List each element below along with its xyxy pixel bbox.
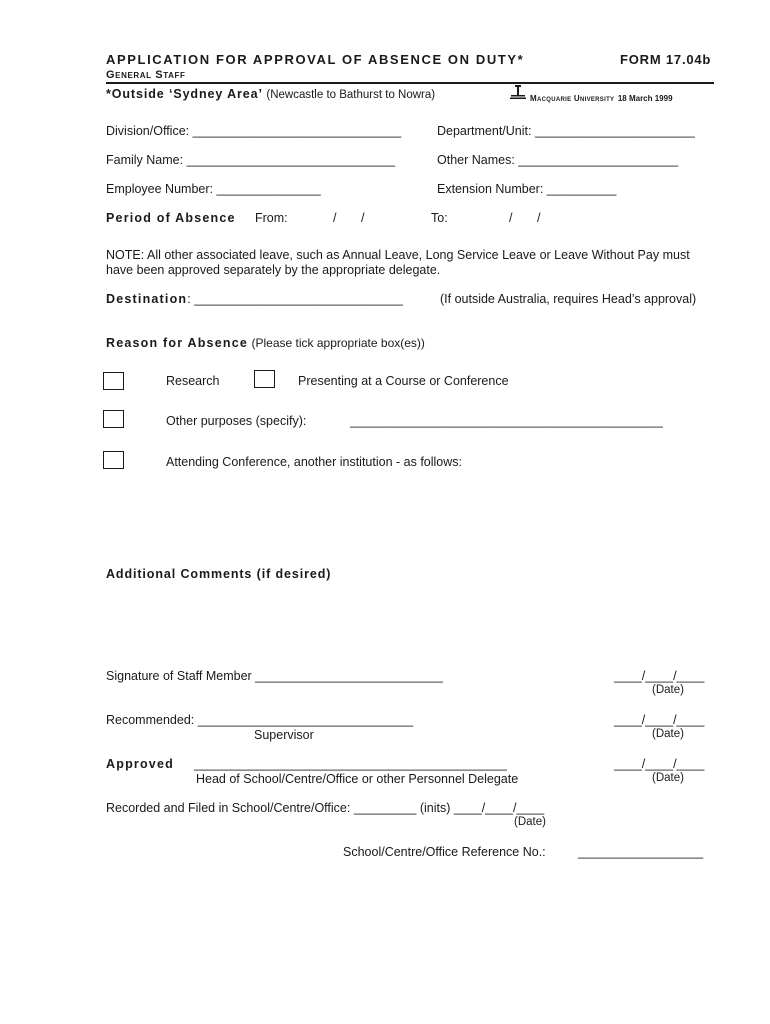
period-to-slash-2: / [537,211,541,225]
destination-row [106,292,403,306]
other-names-field[interactable]: Other Names: _______________________ [437,153,679,167]
recommended-date-field[interactable]: ____/____/____ [614,713,705,727]
period-from-slash-2: / [361,211,365,225]
recorded-filed-field[interactable]: Recorded and Filed in School/Centre/Office: _________ (inits) ____/____/____ [106,801,545,815]
period-to-slash-1: / [509,211,513,225]
reason-note: (Please tick appropriate box(es)) [251,336,425,350]
outside-area-line [106,87,435,101]
recommended-field[interactable]: Recommended: _______________________________ [106,713,414,727]
approved-label: Approved [106,757,174,771]
form-subtitle: General Staff [106,69,186,81]
destination-label: Destination [106,292,188,306]
comments-label: Additional Comments (if desired) [106,567,332,581]
university-line [530,90,673,104]
supervisor-label: Supervisor [254,728,314,742]
form-date: 18 March 1999 [617,94,673,103]
staff-date-field[interactable]: ____/____/____ [614,669,705,683]
presenting-label: Presenting at a Course or Conference [298,374,509,388]
approved-date-field[interactable]: ____/____/____ [614,757,705,771]
other-purposes-field[interactable]: _____________________________________________ [350,414,663,428]
reference-label: School/Centre/Office Reference No.: [343,845,546,859]
university-name: Macquarie University [530,94,615,103]
reason-heading [106,336,425,350]
period-label: Period of Absence [106,211,236,225]
research-checkbox[interactable] [103,372,124,390]
recommended-date-label: (Date) [652,728,684,740]
approved-field[interactable]: _____________________________________________ [194,757,507,771]
research-label: Research [166,374,220,388]
staff-date-label: (Date) [652,684,684,696]
destination-field[interactable]: : ______________________________ [187,292,403,306]
department-field[interactable]: Department/Unit: _______________________ [437,124,695,138]
outside-area-note: (Newcastle to Bathurst to Nowra) [266,89,436,101]
other-purposes-checkbox[interactable] [103,410,124,428]
reference-field[interactable]: __________________ [578,845,704,859]
attending-conference-label: Attending Conference, another institution - as follows: [166,455,463,469]
division-field[interactable]: Division/Office: ______________________________ [106,124,402,138]
recorded-date-label: (Date) [514,816,546,828]
outside-area-label: *Outside ‘Sydney Area’ [106,87,263,101]
approved-date-label: (Date) [652,772,684,784]
extension-number-field[interactable]: Extension Number: __________ [437,182,617,196]
note-line-1: NOTE: All other associated leave, such as Annual Leave, Long Service Leave or Leave Without Pay must [106,248,690,262]
family-name-field[interactable]: Family Name: ______________________________ [106,153,396,167]
destination-note: (If outside Australia, requires Head’s approval) [440,292,697,306]
university-logo-icon [510,84,526,103]
reason-label: Reason for Absence [106,336,249,350]
form-title: APPLICATION FOR APPROVAL OF ABSENCE ON DUTY* [106,52,525,67]
header-rule [106,82,714,84]
employee-number-field[interactable]: Employee Number: _______________ [106,182,321,196]
other-purposes-label: Other purposes (specify): [166,414,307,428]
period-to-label: To: [431,211,448,225]
head-delegate-label: Head of School/Centre/Office or other Personnel Delegate [196,772,519,786]
attending-conference-checkbox[interactable] [103,451,124,469]
period-from-slash-1: / [333,211,337,225]
period-from-label: From: [255,211,288,225]
presenting-checkbox[interactable] [254,370,275,388]
form-number: FORM 17.04b [620,52,712,67]
note-line-2: have been approved separately by the appropriate delegate. [106,263,441,277]
staff-signature-field[interactable]: Signature of Staff Member ___________________________ [106,669,443,683]
